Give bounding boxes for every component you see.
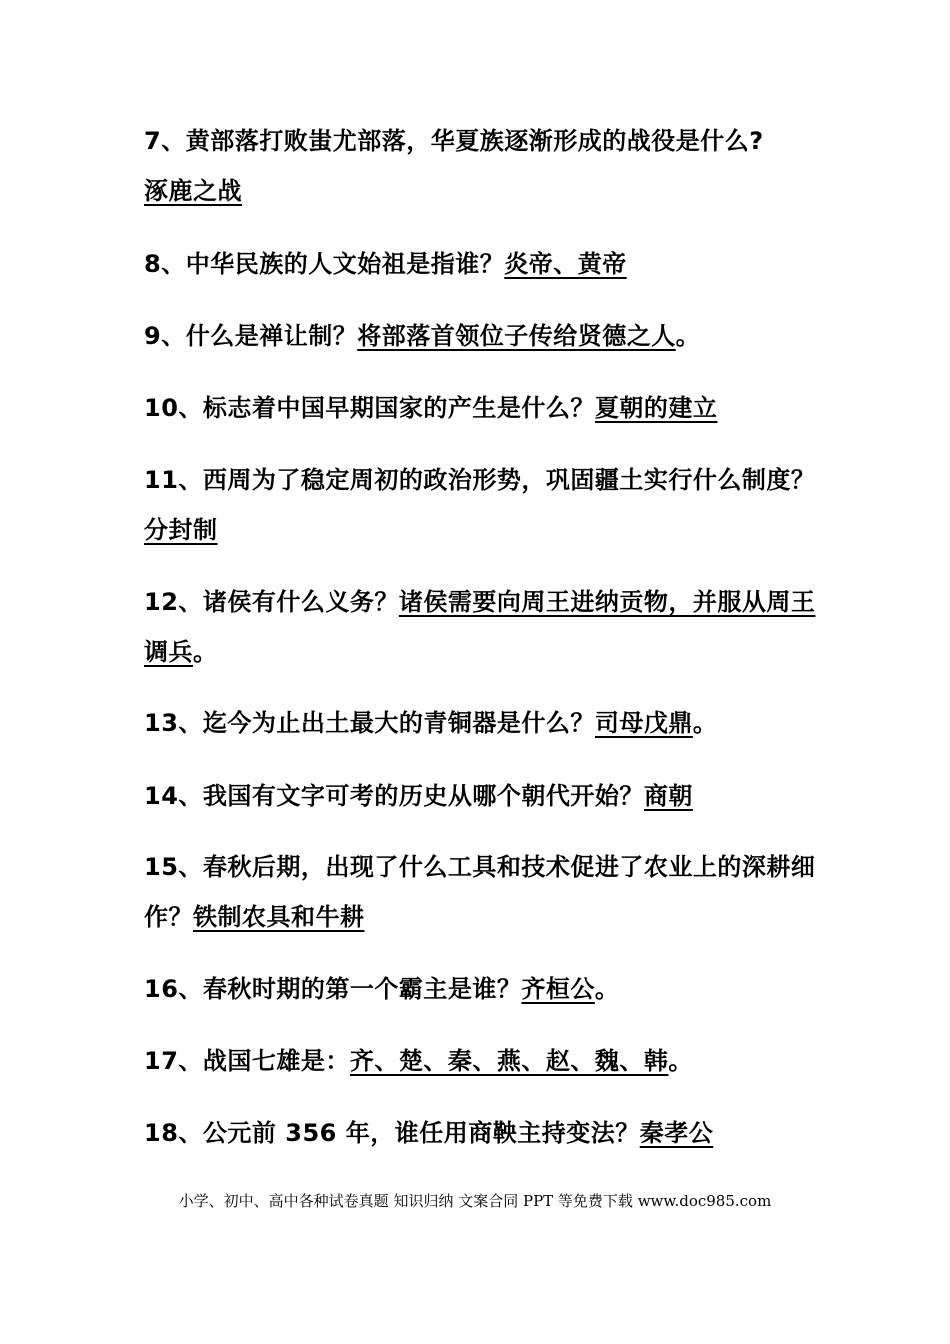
item-answer: 铁制农具和牛耕	[193, 903, 365, 931]
item-question: 、我国有文字可考的历史从哪个朝代开始？	[178, 782, 644, 810]
item-tail: 。	[193, 638, 218, 666]
item-question: 、标志着中国早期国家的产生是什么？	[178, 394, 595, 422]
item-answer: 将部落首领位子传给贤德之人	[357, 322, 676, 350]
item-answer: 诸侯需要向周王进纳贡物，并服从周王调兵	[144, 588, 816, 666]
page-footer: 小学、初中、高中各种试卷真题 知识归纳 文案合同 PPT 等免费下载 www.doc985.com	[178, 1192, 772, 1210]
item-number: 8	[144, 250, 162, 278]
item-question: 、战国七雄是：	[178, 1047, 350, 1075]
item-question: 、中华民族的人文始祖是指谁？	[161, 250, 505, 278]
qa-item-17	[144, 1036, 824, 1086]
item-question: 、黄部落打败蚩尤部落，华夏族逐渐形成的战役是什么?	[161, 127, 764, 155]
item-question: 、春秋后期，出现了什么工具和技术促进了农业上的深耕细作？	[144, 853, 816, 931]
item-number: 9	[144, 322, 162, 350]
item-number: 13	[144, 709, 179, 737]
item-number: 12	[144, 588, 179, 616]
item-tail: 。	[668, 1047, 693, 1075]
item-tail: 。	[594, 975, 620, 1003]
item-question: 、什么是禅让制？	[161, 322, 358, 350]
qa-item-15	[144, 842, 824, 942]
item-answer: 夏朝的建立	[594, 394, 718, 422]
item-answer: 齐、楚、秦、燕、赵、魏、韩	[349, 1047, 669, 1075]
item-question: 、春秋时期的第一个霸主是谁？	[178, 975, 522, 1003]
item-number: 7	[144, 127, 162, 155]
item-answer: 商朝	[643, 782, 693, 810]
qa-item-13	[144, 698, 824, 748]
item-question: 、迄今为止出土最大的青铜器是什么？	[178, 709, 595, 737]
qa-item-9	[144, 311, 824, 361]
item-answer: 司母戊鼎	[594, 709, 693, 737]
qa-item-16	[144, 964, 824, 1014]
qa-item-12	[144, 577, 824, 677]
qa-item-14	[144, 771, 824, 821]
item-answer: 秦孝公	[639, 1119, 714, 1147]
qa-item-18	[144, 1108, 824, 1158]
item-question: 、诸侯有什么义务？	[178, 588, 399, 616]
item-answer: 分封制	[144, 516, 218, 544]
item-answer: 齐桓公	[521, 975, 595, 1003]
item-answer: 炎帝、黄帝	[504, 250, 627, 278]
item-tail: 。	[675, 322, 701, 350]
qa-item-11	[144, 455, 824, 555]
item-number: 11	[144, 466, 179, 494]
item-number: 17	[144, 1047, 179, 1075]
item-number: 10	[144, 394, 179, 422]
item-number: 16	[144, 975, 179, 1003]
item-number: 18	[144, 1119, 179, 1147]
qa-item-10	[144, 383, 824, 433]
item-question: 、公元前 356 年，谁任用商鞅主持变法？	[178, 1119, 640, 1147]
item-number: 15	[144, 853, 179, 881]
item-question: 、西周为了稳定周初的政治形势，巩固疆土实行什么制度？	[178, 466, 816, 494]
qa-item-7	[144, 116, 824, 216]
item-tail: 。	[692, 709, 718, 737]
item-answer: 涿鹿之战	[144, 177, 242, 205]
qa-item-8	[144, 239, 824, 289]
item-number: 14	[144, 782, 179, 810]
